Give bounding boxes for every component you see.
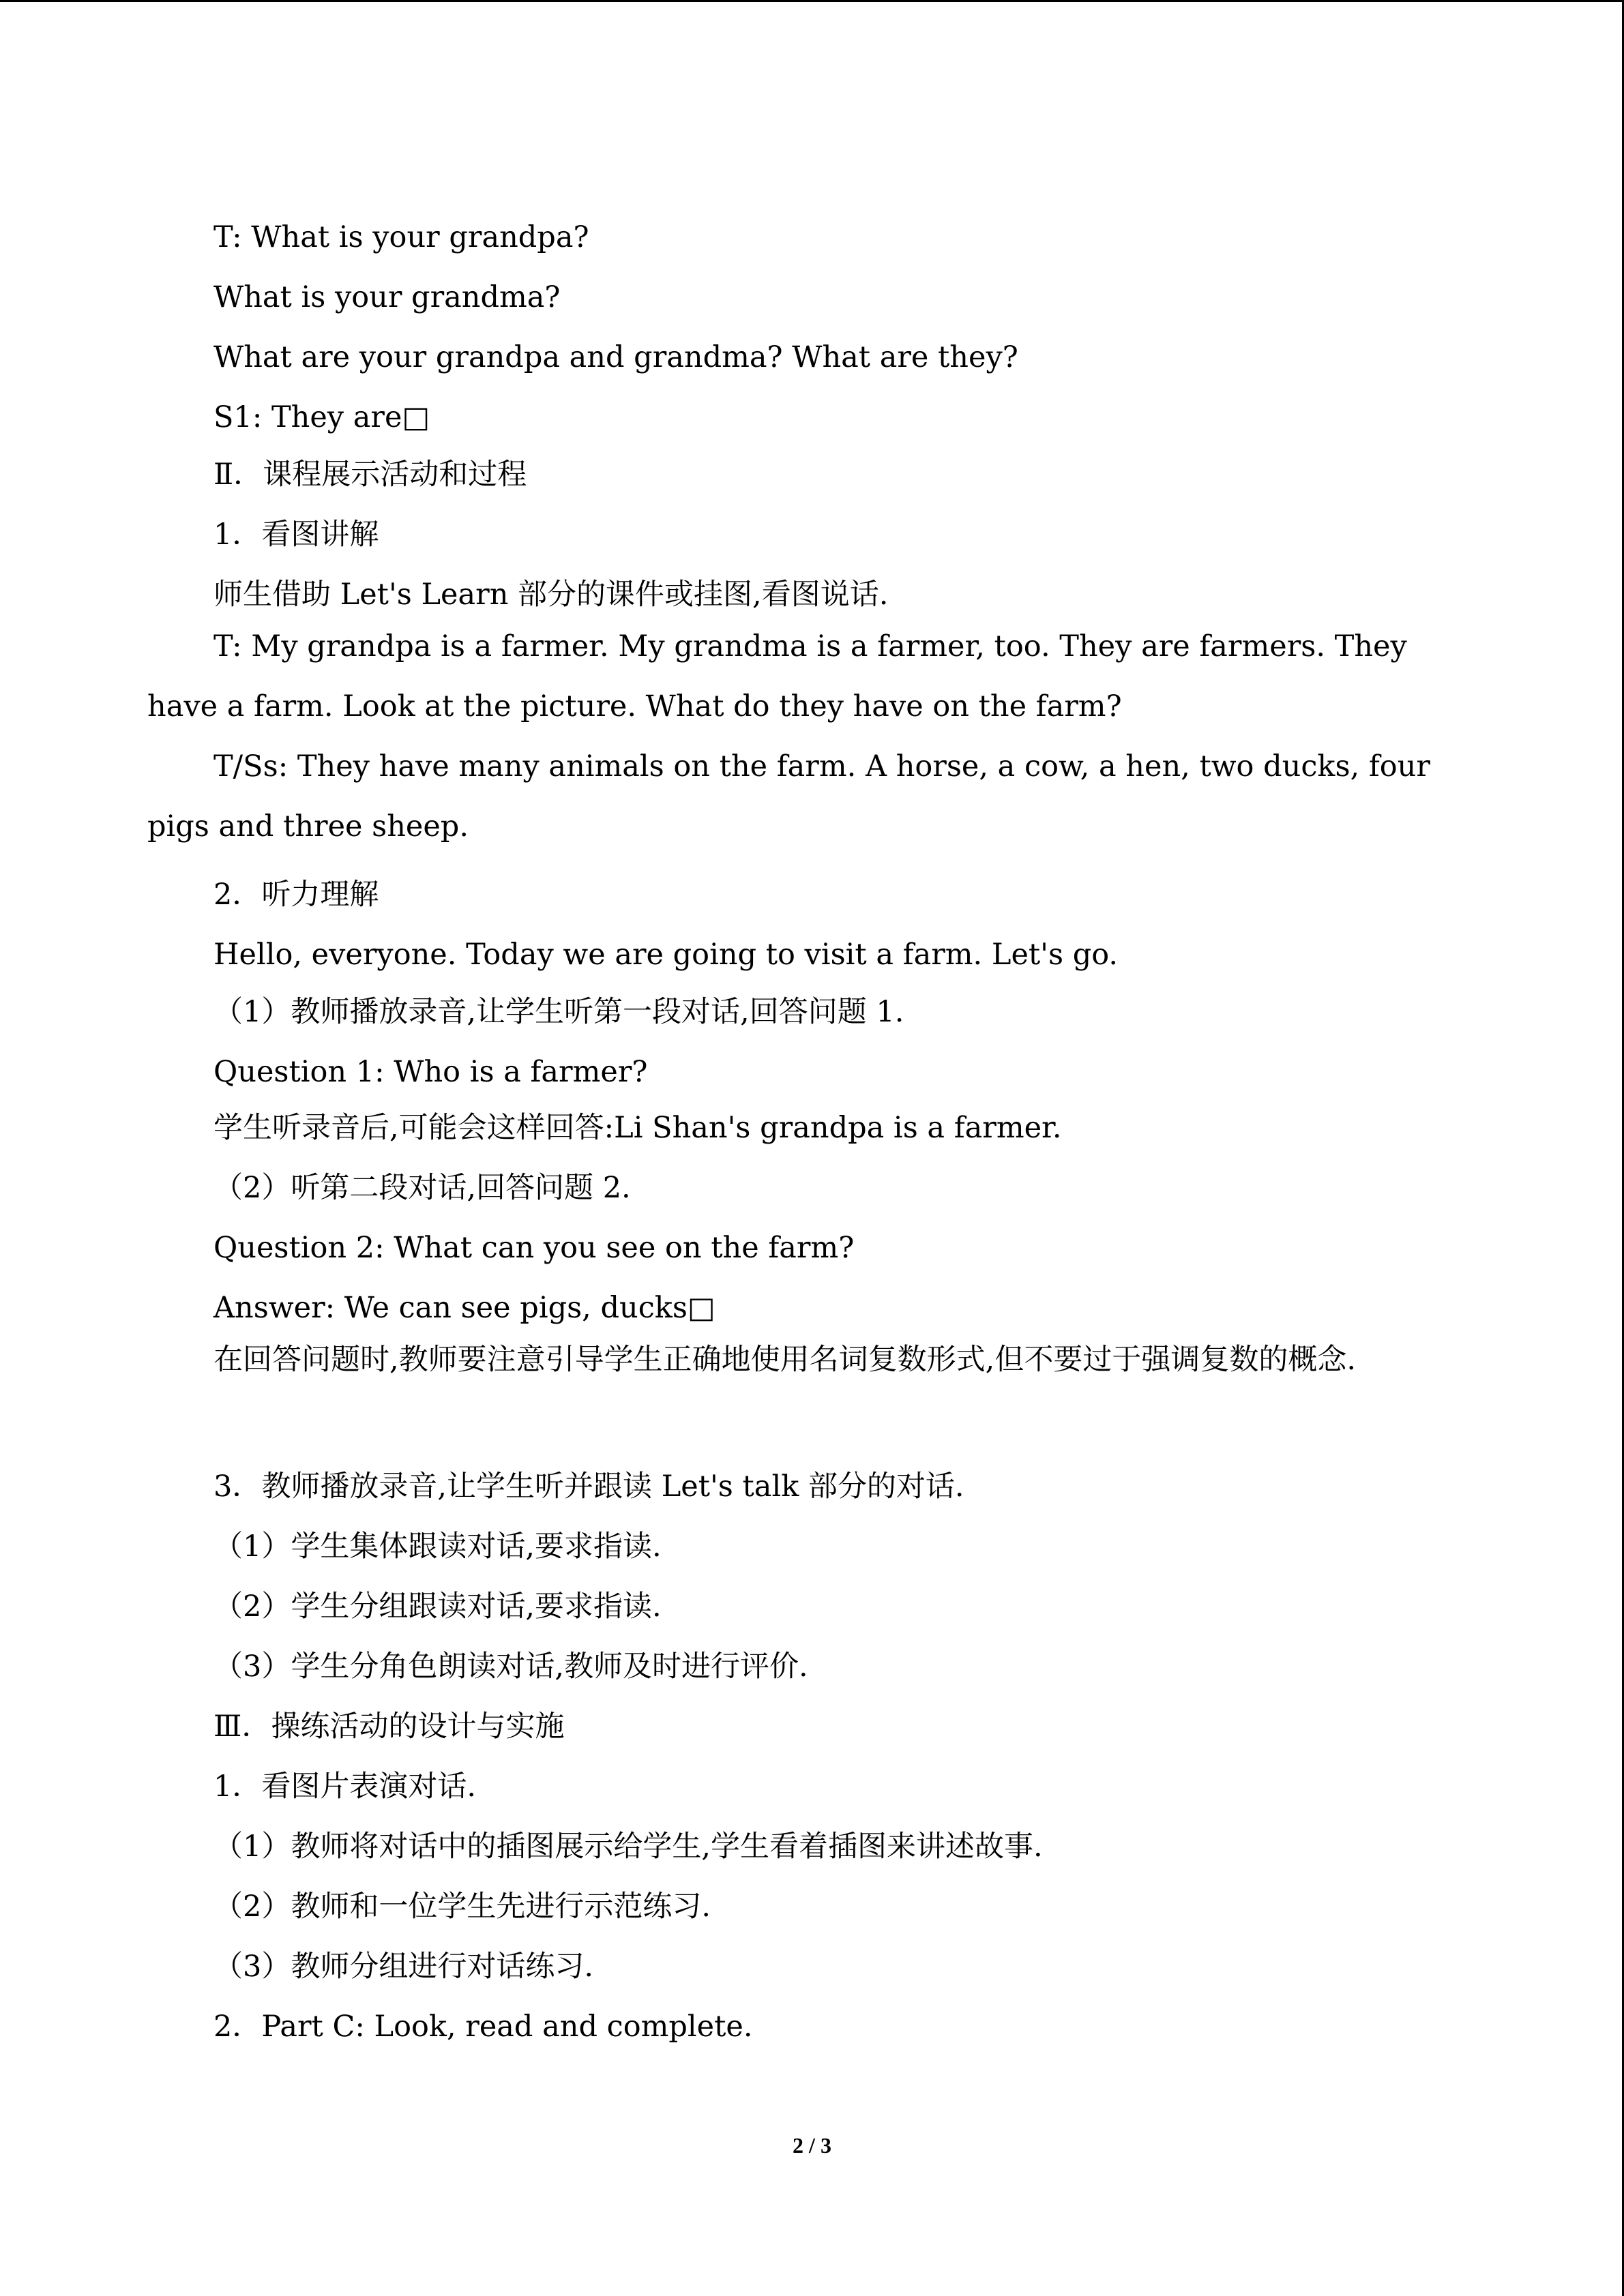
answer-1: 学生听录音后,可能会这样回答:Li Shan's grandpa is a farmer. — [213, 1111, 1062, 1145]
section-heading-ii: Ⅱ．课程展示活动和过程 — [213, 458, 527, 492]
step-read-together: （1）学生集体跟读对话,要求指读. — [213, 1530, 662, 1564]
step-show-pictures: （1）教师将对话中的插图展示给学生,学生看着插图来讲述故事. — [213, 1830, 1043, 1864]
answer-2: Answer: We can see pigs, ducks□ — [213, 1291, 715, 1325]
subheading-part-c: 2．Part C: Look, read and complete. — [213, 2010, 753, 2044]
subheading-act-out: 1．看图片表演对话. — [213, 1770, 477, 1804]
paragraph-plural-guidance: 在回答问题时,教师要注意引导学生正确地使用名词复数形式,但不要过于强调复数的概念. — [213, 1343, 1357, 1377]
question-2: Question 2: What can you see on the farm? — [213, 1231, 855, 1265]
subheading-look-and-explain: 1．看图讲解 — [213, 518, 379, 552]
dialogue-line-teacher-question: T: What is your grandpa? — [213, 220, 589, 254]
step-play-recording-2: （2）听第二段对话,回答问题 2. — [213, 1171, 631, 1205]
paragraph-visit-farm: Hello, everyone. Today we are going to visit a farm. Let's go. — [213, 938, 1119, 972]
paragraph-farm-animals: T/Ss: They have many animals on the farm. A horse, a cow, a hen, two ducks, four pigs and three sheep. — [147, 749, 1430, 844]
step-demonstration: （2）教师和一位学生先进行示范练习. — [213, 1890, 711, 1924]
step-role-reading: （3）学生分角色朗读对话,教师及时进行评价. — [213, 1650, 808, 1684]
paragraph-farmer-dialogue: T: My grandpa is a farmer. My grandma is a farmer, too. They are farmers. They have a farm. Look at the picture. What do they have on the farm? — [147, 629, 1407, 724]
dialogue-line-grandma-question: What is your grandma? — [213, 280, 561, 314]
page-number: 2 / 3 — [793, 2133, 831, 2158]
subheading-listening: 2．听力理解 — [213, 878, 379, 912]
step-read-in-groups: （2）学生分组跟读对话,要求指读. — [213, 1590, 662, 1624]
dialogue-line-student-answer: S1: They are□ — [213, 400, 430, 434]
step-lets-talk: 3．教师播放录音,让学生听并跟读 Let's talk 部分的对话. — [213, 1470, 964, 1504]
dialogue-line-grandparents-question: What are your grandpa and grandma? What are they? — [213, 340, 1018, 374]
step-group-practice: （3）教师分组进行对话练习. — [213, 1950, 594, 1984]
question-1: Question 1: Who is a farmer? — [213, 1055, 648, 1089]
page-top-border — [0, 0, 1624, 2]
step-play-recording-1: （1）教师播放录音,让学生听第一段对话,回答问题 1. — [213, 995, 904, 1029]
paragraph-lets-learn: 师生借助 Let's Learn 部分的课件或挂图,看图说话. — [213, 578, 889, 612]
section-heading-iii: Ⅲ．操练活动的设计与实施 — [213, 1710, 565, 1744]
